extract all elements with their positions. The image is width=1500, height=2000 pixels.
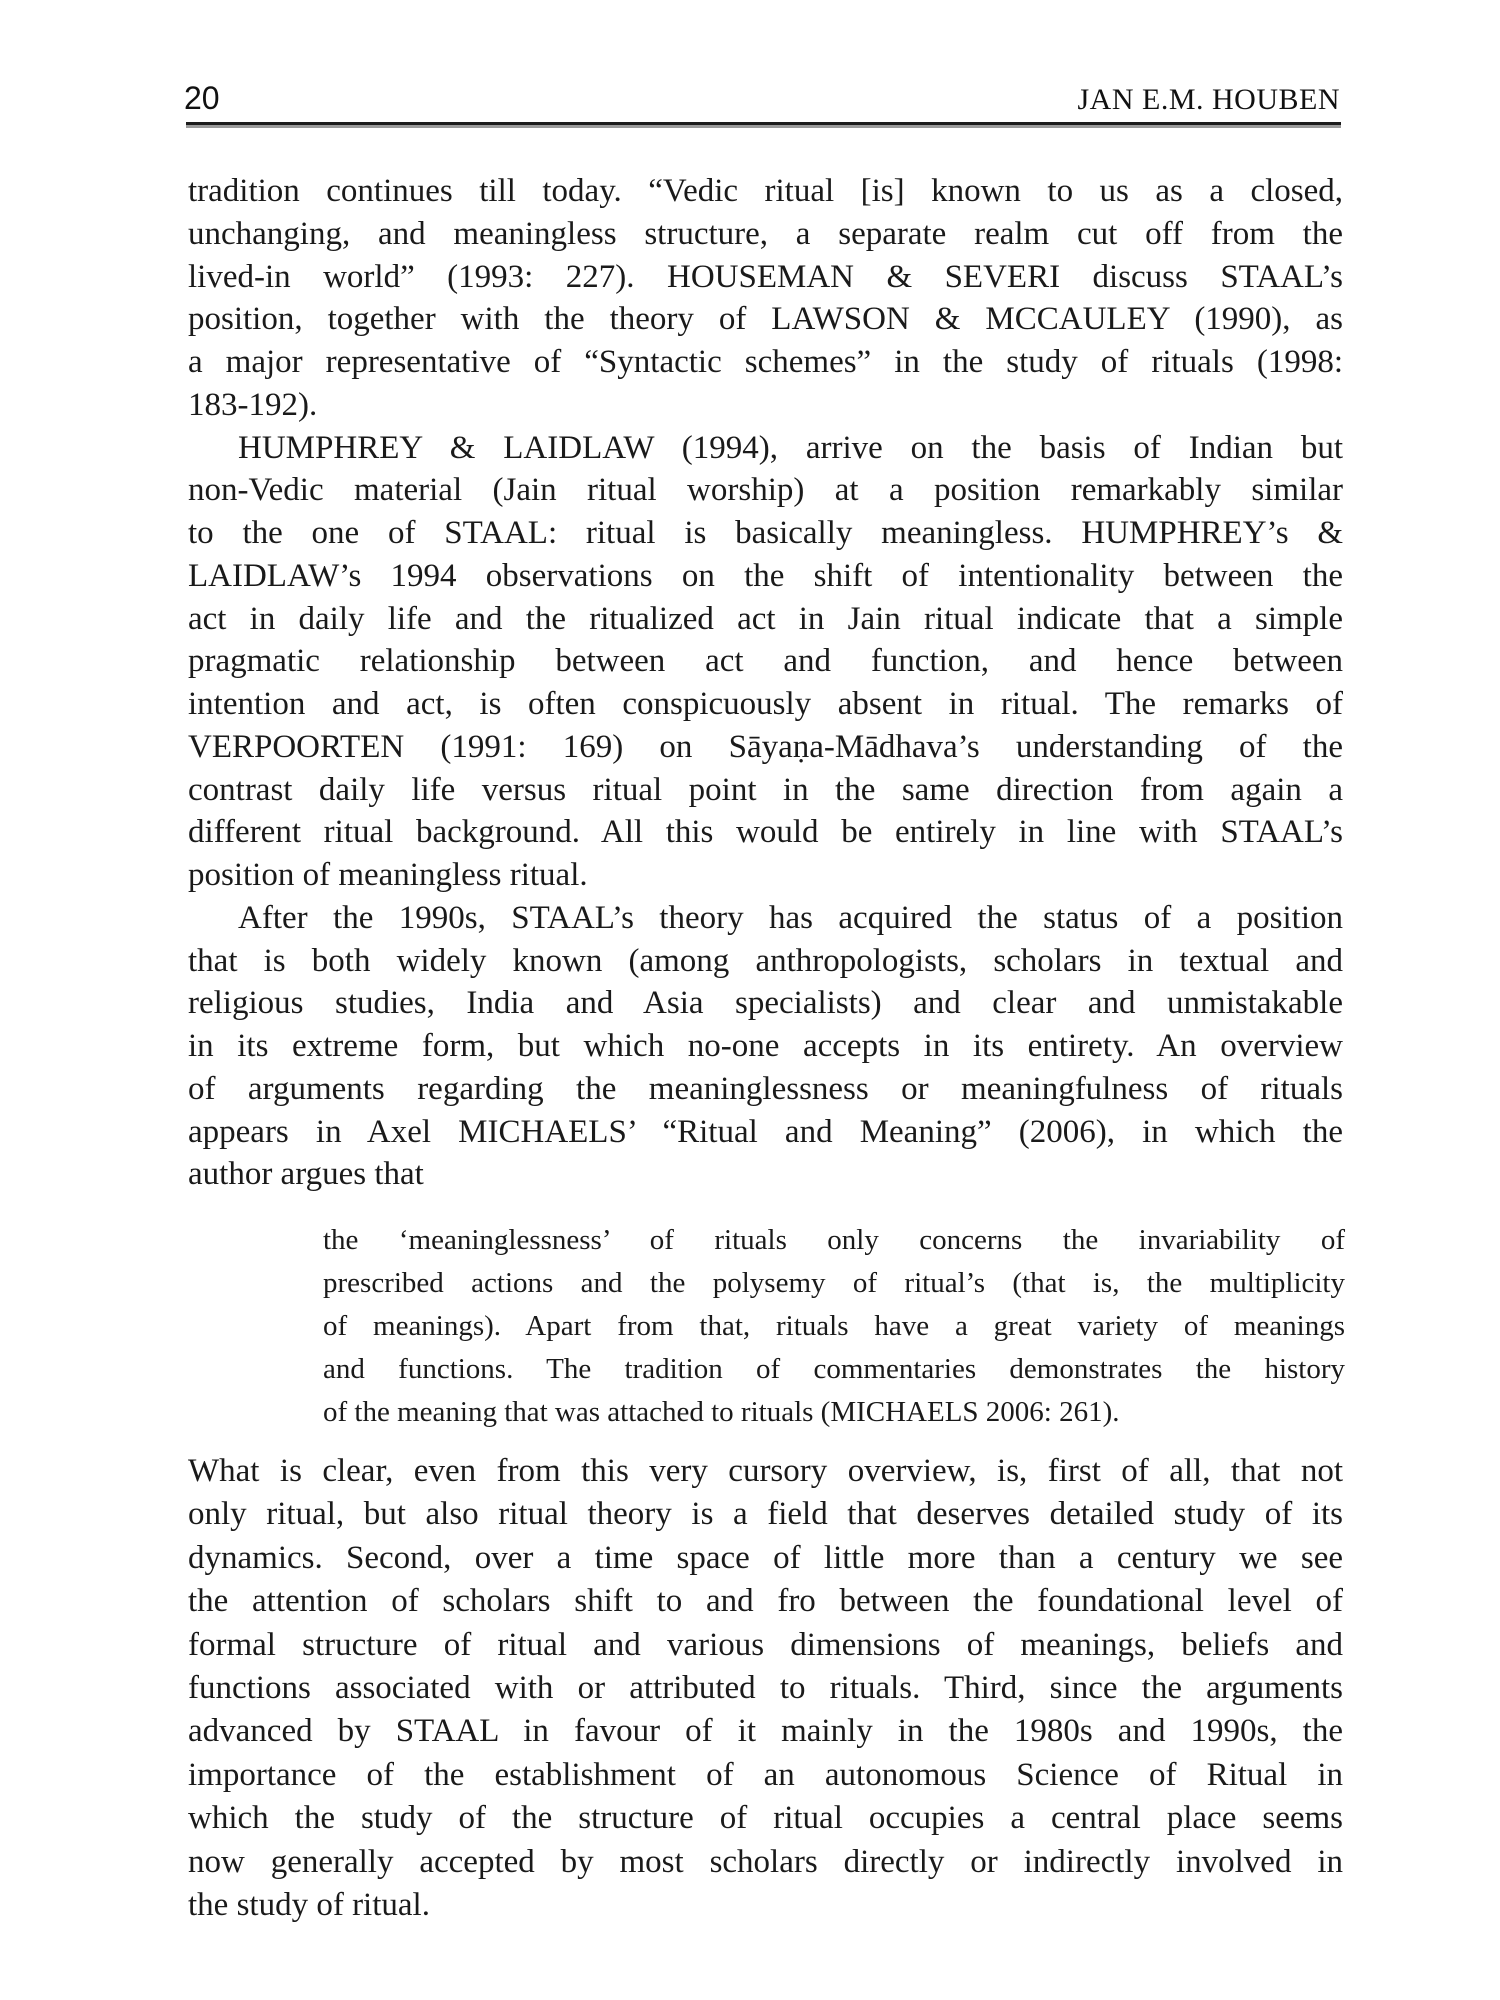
text-line: the study of ritual. — [188, 1886, 430, 1923]
text-line: of arguments regarding the meaninglessness or meaningfulness of rituals — [188, 1070, 1343, 1107]
text-line: dynamics. Second, over a time space of little more than a century we see — [188, 1539, 1343, 1576]
main-text — [188, 170, 1343, 1196]
header-rule — [186, 122, 1341, 125]
text-line: now generally accepted by most scholars directly or indirectly involved in — [188, 1843, 1343, 1880]
text-line: advanced by STAAL in favour of it mainly in the 1980s and 1990s, the — [188, 1713, 1343, 1750]
quote-line: of meanings). Apart from that, rituals have a great variety of meanings — [323, 1310, 1345, 1342]
text-line: a major representative of “Syntactic schemes” in the study of rituals (1998: — [188, 344, 1343, 380]
text-line: HUMPHREY & LAIDLAW (1994), arrive on the basis of Indian but — [238, 429, 1343, 466]
quote-line: prescribed actions and the polysemy of ritual’s (that is, the multiplicity — [323, 1267, 1345, 1299]
block-quote — [323, 1219, 1345, 1434]
text-line: What is clear, even from this very cursory overview, is, first of all, that not — [188, 1453, 1343, 1489]
text-line: importance of the establishment of an autonomous Science of Ritual in — [188, 1756, 1343, 1793]
text-line: that is both widely known (among anthropologists, scholars in textual and — [188, 942, 1343, 979]
text-line: act in daily life and the ritualized act in Jain ritual indicate that a simple — [188, 600, 1343, 637]
text-line: VERPOORTEN (1991: 169) on Sāyaṇa-Mādhava’s understanding of the — [188, 728, 1343, 765]
quote-line: the ‘meaninglessness’ of rituals only concerns the invariability of — [323, 1224, 1345, 1256]
text-line: 183-192). — [188, 386, 318, 423]
text-line: the attention of scholars shift to and fro between the foundational level of — [188, 1583, 1343, 1620]
quote-line: of the meaning that was attached to rituals (MICHAELS 2006: 261). — [323, 1396, 1120, 1428]
text-line: intention and act, is often conspicuously absent in ritual. The remarks of — [188, 686, 1343, 722]
text-line: pragmatic relationship between act and function, and hence between — [188, 643, 1343, 680]
text-line: non-Vedic material (Jain ritual worship) at a position remarkably similar — [188, 472, 1343, 509]
text-line: LAIDLAW’s 1994 observations on the shift of intentionality between the — [188, 557, 1343, 594]
text-line: contrast daily life versus ritual point in the same direction from again a — [188, 771, 1343, 808]
text-line: functions associated with or attributed to rituals. Third, since the arguments — [188, 1669, 1343, 1706]
text-line: religious studies, India and Asia specialists) and clear and unmistakable — [188, 985, 1343, 1022]
closing-paragraph — [188, 1450, 1343, 1927]
text-line: tradition continues till today. “Vedic ritual [is] known to us as a closed, — [188, 173, 1343, 209]
text-line: appears in Axel MICHAELS’ “Ritual and Meaning” (2006), in which the — [188, 1113, 1343, 1150]
text-line: to the one of STAAL: ritual is basically meaningless. HUMPHREY’s & — [188, 515, 1343, 551]
text-line: lived-in world” (1993: 227). HOUSEMAN & SEVERI discuss STAAL’s — [188, 258, 1343, 295]
quote-line: and functions. The tradition of commentaries demonstrates the history — [323, 1353, 1345, 1385]
text-line: in its extreme form, but which no-one accepts in its entirety. An overview — [188, 1028, 1343, 1064]
text-line: only ritual, but also ritual theory is a field that deserves detailed study of its — [188, 1496, 1343, 1533]
page-number: 20 — [184, 80, 220, 116]
text-line: which the study of the structure of ritual occupies a central place seems — [188, 1800, 1343, 1837]
text-line: unchanging, and meaningless structure, a separate realm cut off from the — [188, 215, 1343, 252]
text-line: position, together with the theory of LAWSON & MCCAULEY (1990), as — [188, 301, 1343, 338]
text-line: different ritual background. All this would be entirely in line with STAAL’s — [188, 814, 1343, 851]
text-line: position of meaningless ritual. — [188, 857, 588, 893]
text-line: author argues that — [188, 1156, 424, 1193]
running-head-author: JAN E.M. HOUBEN — [1077, 83, 1340, 116]
text-line: formal structure of ritual and various dimensions of meanings, beliefs and — [188, 1626, 1343, 1663]
text-line: After the 1990s, STAAL’s theory has acquired the status of a position — [238, 899, 1343, 936]
